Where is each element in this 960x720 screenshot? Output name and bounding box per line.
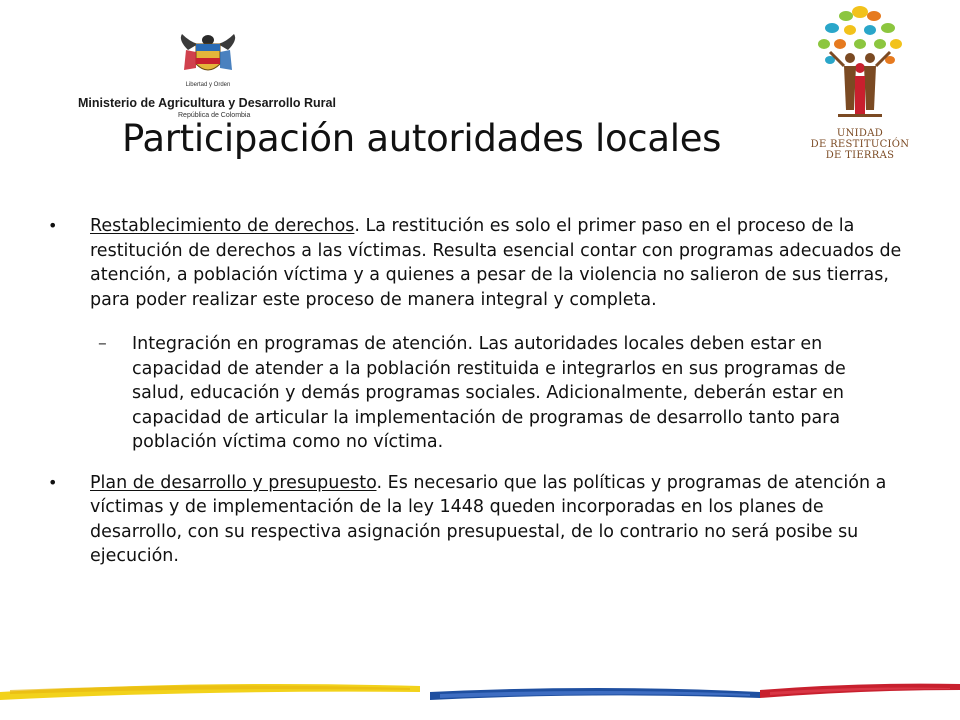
unit-line3: DE TIERRAS	[825, 150, 895, 161]
footer-tricolor-stripe	[0, 670, 960, 720]
ministry-name: Ministerio de Agricultura y Desarrollo Rural	[78, 96, 336, 110]
unit-line2: DE RESTITUCIÓN	[810, 139, 910, 150]
bullet-lead: Restablecimiento de derechos	[90, 216, 355, 236]
bullet-text: . Es necesario que las políticas y programas de atención a víctimas y de implementación de la ley 1448 queden incorporadas en los planes de desarrollo, con su respectiva asignación presupuestal, de lo contrario no será posibe su ejecución.	[90, 472, 887, 566]
unit-logo	[810, 0, 910, 175]
sub-bullet-marker: –	[98, 334, 107, 354]
ministry-logo	[78, 30, 336, 125]
tree-of-people-icon	[810, 0, 910, 125]
sub-bullet-text: Integración en programas de atención. Las autoridades locales deben estar en capacidad de atender a la población restituida e integrarlos en sus programas de salud, educación y demás programas sociales. Adicionalmente, deberán estar en capacidad de articular la implementación de programas de desarrollo tanto para población víctima como no víctima.	[132, 334, 846, 452]
bullet-item	[48, 214, 903, 312]
bullet-item	[48, 471, 903, 569]
slide-content	[48, 214, 903, 569]
coat-of-arms-icon	[78, 30, 328, 90]
unit-line1: UNIDAD	[836, 128, 884, 139]
bullet-lead: Plan de desarrollo y presupuesto	[90, 472, 377, 493]
bullet-marker: •	[48, 472, 58, 492]
slide-title: Participación autoridades locales	[122, 117, 722, 160]
sub-bullet-item	[48, 332, 903, 455]
ministry-country: República de Colombia	[178, 112, 251, 119]
bullet-marker: •	[48, 216, 58, 235]
ministry-motto: Libertad y Orden	[185, 82, 231, 88]
bullet-text: . La restitución es solo el primer paso en el proceso de la restitución de derechos a las víctimas. Resulta esencial contar con programas adecuados de atención, a población víctima y a quienes a pesar de la violencia no salieron de sus tierras, para poder realizar este proceso de manera integral y completa.	[90, 216, 902, 310]
